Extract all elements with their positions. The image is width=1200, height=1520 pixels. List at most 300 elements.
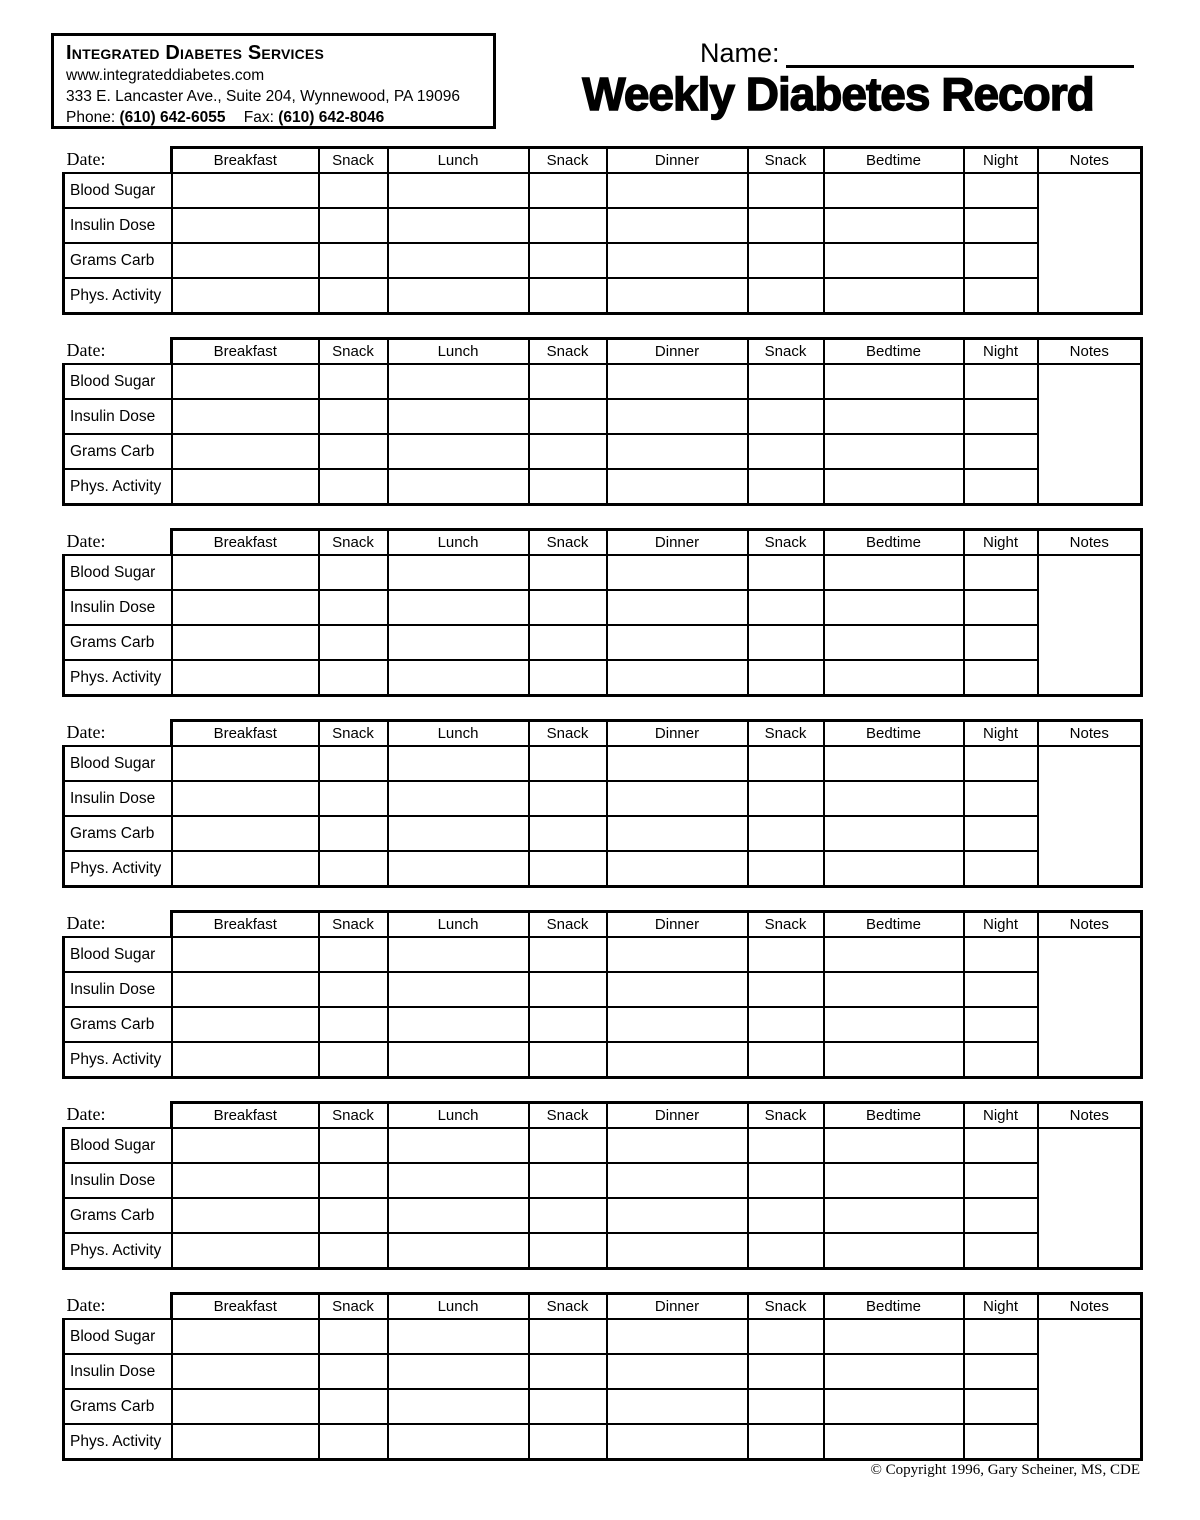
entry-cell[interactable] [319,1424,388,1460]
entry-cell[interactable] [748,1424,824,1460]
entry-cell[interactable] [172,555,319,590]
date-label: Date: [64,1103,172,1129]
row-label-insulin-dose: Insulin Dose [64,781,172,816]
entry-cell[interactable] [172,851,319,887]
page-title: Weekly Diabetes Record [582,68,1094,120]
entry-cell[interactable] [964,781,1038,816]
entry-cell[interactable] [529,1198,607,1233]
entry-cell[interactable] [748,364,824,399]
entry-cell[interactable] [748,1128,824,1163]
entry-cell[interactable] [529,469,607,505]
entry-cell[interactable] [607,746,748,781]
entry-cell[interactable] [607,469,748,505]
entry-cell[interactable] [748,173,824,208]
entry-cell[interactable] [824,1354,964,1389]
row-label-phys-activity: Phys. Activity [64,1042,172,1078]
notes-cell[interactable] [1038,173,1142,314]
column-header-snack-5: Snack [748,721,824,747]
entry-cell[interactable] [964,937,1038,972]
row-label-grams-carb: Grams Carb [64,1198,172,1233]
entry-cell[interactable] [964,816,1038,851]
entry-cell[interactable] [607,1128,748,1163]
row-label-blood-sugar: Blood Sugar [64,937,172,972]
entry-cell[interactable] [388,660,529,696]
entry-cell[interactable] [824,278,964,314]
column-header-bedtime-6: Bedtime [824,912,964,938]
column-header-snack-3: Snack [529,148,607,174]
column-header-lunch-2: Lunch [388,1103,529,1129]
entry-cell[interactable] [964,1233,1038,1269]
entry-cell[interactable] [964,1163,1038,1198]
entry-cell[interactable] [824,469,964,505]
entry-cell[interactable] [964,1354,1038,1389]
entry-cell[interactable] [748,937,824,972]
entry-cell[interactable] [748,781,824,816]
entry-cell[interactable] [607,1424,748,1460]
entry-cell[interactable] [172,781,319,816]
entry-cell[interactable] [388,1389,529,1424]
entry-cell[interactable] [529,1128,607,1163]
entry-cell[interactable] [748,278,824,314]
entry-cell[interactable] [824,746,964,781]
entry-cell[interactable] [319,1354,388,1389]
entry-cell[interactable] [607,555,748,590]
entry-cell[interactable] [319,208,388,243]
entry-cell[interactable] [964,1424,1038,1460]
entry-cell[interactable] [824,590,964,625]
entry-cell[interactable] [964,1007,1038,1042]
entry-cell[interactable] [529,625,607,660]
entry-cell[interactable] [388,816,529,851]
entry-cell[interactable] [529,1163,607,1198]
entry-cell[interactable] [529,278,607,314]
entry-cell[interactable] [964,1128,1038,1163]
weekly-record-blocks [62,146,1140,1506]
column-header-night-7: Night [964,148,1038,174]
row-label-phys-activity: Phys. Activity [64,278,172,314]
entry-cell[interactable] [748,1198,824,1233]
entry-cell[interactable] [748,399,824,434]
entry-cell[interactable] [388,1128,529,1163]
entry-cell[interactable] [319,937,388,972]
week-block-7 [62,1292,1143,1461]
entry-cell[interactable] [319,555,388,590]
entry-cell[interactable] [748,746,824,781]
entry-cell[interactable] [824,937,964,972]
entry-cell[interactable] [607,278,748,314]
entry-cell[interactable] [172,208,319,243]
entry-cell[interactable] [607,1007,748,1042]
entry-cell[interactable] [172,1198,319,1233]
fax-label: Fax: [243,109,274,126]
entry-cell[interactable] [607,1233,748,1269]
row-label-grams-carb: Grams Carb [64,1007,172,1042]
week-block-2 [62,337,1143,506]
column-header-lunch-2: Lunch [388,339,529,365]
column-header-snack-3: Snack [529,1103,607,1129]
entry-cell[interactable] [529,208,607,243]
entry-cell[interactable] [319,469,388,505]
entry-cell[interactable] [172,1424,319,1460]
entry-cell[interactable] [824,434,964,469]
column-header-lunch-2: Lunch [388,148,529,174]
entry-cell[interactable] [172,1389,319,1424]
entry-cell[interactable] [388,746,529,781]
entry-cell[interactable] [748,208,824,243]
entry-cell[interactable] [529,1424,607,1460]
entry-cell[interactable] [388,399,529,434]
entry-cell[interactable] [607,173,748,208]
entry-cell[interactable] [748,625,824,660]
column-header-snack-3: Snack [529,912,607,938]
provider-name: Integrated Diabetes Services [66,42,325,64]
entry-cell[interactable] [964,851,1038,887]
entry-cell[interactable] [824,1424,964,1460]
entry-cell[interactable] [319,1163,388,1198]
entry-cell[interactable] [319,1389,388,1424]
week-block-3 [62,528,1143,697]
entry-cell[interactable] [607,1354,748,1389]
entry-cell[interactable] [607,781,748,816]
entry-cell[interactable] [964,1389,1038,1424]
date-label: Date: [64,148,172,174]
copyright-text: © Copyright 1996, Gary Scheiner, MS, CDE [870,1462,1140,1478]
entry-cell[interactable] [172,243,319,278]
entry-cell[interactable] [172,434,319,469]
entry-cell[interactable] [748,660,824,696]
entry-cell[interactable] [319,243,388,278]
entry-cell[interactable] [388,1319,529,1354]
row-label-phys-activity: Phys. Activity [64,469,172,505]
entry-cell[interactable] [824,364,964,399]
entry-cell[interactable] [172,1007,319,1042]
column-header-dinner-4: Dinner [607,530,748,556]
week-block-1 [62,146,1143,315]
entry-cell[interactable] [388,851,529,887]
entry-cell[interactable] [172,1319,319,1354]
entry-cell[interactable] [607,208,748,243]
entry-cell[interactable] [529,434,607,469]
column-header-bedtime-6: Bedtime [824,148,964,174]
column-header-notes-8: Notes [1038,721,1142,747]
entry-cell[interactable] [172,972,319,1007]
entry-cell[interactable] [388,434,529,469]
entry-cell[interactable] [319,660,388,696]
entry-cell[interactable] [388,278,529,314]
entry-cell[interactable] [964,590,1038,625]
entry-cell[interactable] [388,1007,529,1042]
date-label: Date: [64,530,172,556]
entry-cell[interactable] [529,1354,607,1389]
entry-cell[interactable] [388,173,529,208]
column-header-breakfast-0: Breakfast [172,1294,319,1320]
entry-cell[interactable] [607,434,748,469]
column-header-bedtime-6: Bedtime [824,721,964,747]
entry-cell[interactable] [529,399,607,434]
row-label-blood-sugar: Blood Sugar [64,1128,172,1163]
entry-cell[interactable] [964,364,1038,399]
notes-cell[interactable] [1038,555,1142,696]
date-label: Date: [64,1294,172,1320]
entry-cell[interactable] [964,972,1038,1007]
entry-cell[interactable] [319,1007,388,1042]
entry-cell[interactable] [824,208,964,243]
entry-cell[interactable] [319,364,388,399]
entry-cell[interactable] [964,173,1038,208]
entry-cell[interactable] [824,1233,964,1269]
column-header-snack-1: Snack [319,912,388,938]
provider-info-box [51,33,496,129]
entry-cell[interactable] [172,746,319,781]
entry-cell[interactable] [172,364,319,399]
entry-cell[interactable] [388,555,529,590]
entry-cell[interactable] [748,1007,824,1042]
column-header-bedtime-6: Bedtime [824,339,964,365]
entry-cell[interactable] [748,434,824,469]
entry-cell[interactable] [319,781,388,816]
entry-cell[interactable] [319,746,388,781]
column-header-notes-8: Notes [1038,1103,1142,1129]
entry-cell[interactable] [319,399,388,434]
row-label-insulin-dose: Insulin Dose [64,399,172,434]
row-label-insulin-dose: Insulin Dose [64,208,172,243]
column-header-bedtime-6: Bedtime [824,1103,964,1129]
entry-cell[interactable] [964,1042,1038,1078]
entry-cell[interactable] [748,1042,824,1078]
entry-cell[interactable] [824,1319,964,1354]
entry-cell[interactable] [607,972,748,1007]
entry-cell[interactable] [824,555,964,590]
entry-cell[interactable] [319,816,388,851]
entry-cell[interactable] [388,1163,529,1198]
entry-cell[interactable] [748,1389,824,1424]
entry-cell[interactable] [319,1233,388,1269]
entry-cell[interactable] [319,625,388,660]
notes-cell[interactable] [1038,1319,1142,1460]
entry-cell[interactable] [388,937,529,972]
entry-cell[interactable] [748,1354,824,1389]
entry-cell[interactable] [388,1233,529,1269]
entry-cell[interactable] [824,1042,964,1078]
entry-cell[interactable] [748,972,824,1007]
column-header-breakfast-0: Breakfast [172,912,319,938]
column-header-snack-1: Snack [319,1294,388,1320]
entry-cell[interactable] [964,399,1038,434]
notes-cell[interactable] [1038,937,1142,1078]
entry-cell[interactable] [824,1128,964,1163]
column-header-night-7: Night [964,339,1038,365]
entry-cell[interactable] [172,1233,319,1269]
entry-cell[interactable] [319,1319,388,1354]
column-header-night-7: Night [964,721,1038,747]
entry-cell[interactable] [964,746,1038,781]
entry-cell[interactable] [319,590,388,625]
column-header-snack-3: Snack [529,1294,607,1320]
entry-cell[interactable] [824,1007,964,1042]
column-header-lunch-2: Lunch [388,721,529,747]
entry-cell[interactable] [172,399,319,434]
entry-cell[interactable] [319,434,388,469]
entry-cell[interactable] [319,972,388,1007]
entry-cell[interactable] [607,851,748,887]
entry-cell[interactable] [172,816,319,851]
entry-cell[interactable] [529,781,607,816]
entry-cell[interactable] [748,1233,824,1269]
entry-cell[interactable] [529,851,607,887]
entry-cell[interactable] [172,469,319,505]
entry-cell[interactable] [172,1042,319,1078]
entry-cell[interactable] [529,173,607,208]
entry-cell[interactable] [388,972,529,1007]
entry-cell[interactable] [748,816,824,851]
entry-cell[interactable] [824,243,964,278]
entry-cell[interactable] [748,555,824,590]
entry-cell[interactable] [172,937,319,972]
entry-cell[interactable] [319,851,388,887]
entry-cell[interactable] [529,937,607,972]
row-label-grams-carb: Grams Carb [64,1389,172,1424]
entry-cell[interactable] [964,660,1038,696]
entry-cell[interactable] [964,1198,1038,1233]
row-label-grams-carb: Grams Carb [64,816,172,851]
entry-cell[interactable] [388,781,529,816]
column-header-notes-8: Notes [1038,912,1142,938]
entry-cell[interactable] [748,851,824,887]
entry-cell[interactable] [172,590,319,625]
entry-cell[interactable] [607,816,748,851]
entry-cell[interactable] [607,937,748,972]
entry-cell[interactable] [607,590,748,625]
row-label-blood-sugar: Blood Sugar [64,1319,172,1354]
entry-cell[interactable] [319,1128,388,1163]
entry-cell[interactable] [319,278,388,314]
entry-cell[interactable] [824,1198,964,1233]
column-header-snack-5: Snack [748,1294,824,1320]
entry-cell[interactable] [529,1389,607,1424]
name-input-line[interactable] [786,36,1134,68]
column-header-night-7: Night [964,530,1038,556]
notes-cell[interactable] [1038,746,1142,887]
column-header-snack-5: Snack [748,148,824,174]
entry-cell[interactable] [529,816,607,851]
column-header-night-7: Night [964,1294,1038,1320]
entry-cell[interactable] [607,1163,748,1198]
entry-cell[interactable] [824,972,964,1007]
notes-cell[interactable] [1038,1128,1142,1269]
entry-cell[interactable] [172,625,319,660]
entry-cell[interactable] [319,173,388,208]
entry-cell[interactable] [172,660,319,696]
entry-cell[interactable] [824,625,964,660]
entry-cell[interactable] [964,208,1038,243]
entry-cell[interactable] [319,1042,388,1078]
entry-cell[interactable] [607,1198,748,1233]
entry-cell[interactable] [529,1319,607,1354]
entry-cell[interactable] [748,590,824,625]
entry-cell[interactable] [607,243,748,278]
entry-cell[interactable] [172,173,319,208]
entry-cell[interactable] [529,1007,607,1042]
entry-cell[interactable] [388,1354,529,1389]
column-header-snack-1: Snack [319,1103,388,1129]
entry-cell[interactable] [388,1424,529,1460]
entry-cell[interactable] [529,660,607,696]
entry-cell[interactable] [964,555,1038,590]
entry-cell[interactable] [529,590,607,625]
entry-cell[interactable] [824,1163,964,1198]
entry-cell[interactable] [388,1198,529,1233]
entry-cell[interactable] [607,660,748,696]
entry-cell[interactable] [964,469,1038,505]
entry-cell[interactable] [748,1163,824,1198]
entry-cell[interactable] [172,1354,319,1389]
column-header-breakfast-0: Breakfast [172,1103,319,1129]
column-header-snack-1: Snack [319,148,388,174]
entry-cell[interactable] [824,851,964,887]
entry-cell[interactable] [529,555,607,590]
entry-cell[interactable] [607,1389,748,1424]
entry-cell[interactable] [964,278,1038,314]
entry-cell[interactable] [529,243,607,278]
entry-cell[interactable] [824,660,964,696]
provider-contact [66,107,481,128]
entry-cell[interactable] [748,243,824,278]
entry-cell[interactable] [388,364,529,399]
notes-cell[interactable] [1038,364,1142,505]
entry-cell[interactable] [824,173,964,208]
entry-cell[interactable] [964,434,1038,469]
fax-number: (610) 642-8046 [278,109,385,126]
entry-cell[interactable] [529,1233,607,1269]
entry-cell[interactable] [388,243,529,278]
entry-cell[interactable] [172,278,319,314]
entry-cell[interactable] [529,364,607,399]
entry-cell[interactable] [388,1042,529,1078]
row-label-insulin-dose: Insulin Dose [64,972,172,1007]
entry-cell[interactable] [607,364,748,399]
entry-cell[interactable] [388,590,529,625]
entry-cell[interactable] [748,469,824,505]
entry-cell[interactable] [172,1128,319,1163]
entry-cell[interactable] [964,1319,1038,1354]
entry-cell[interactable] [607,399,748,434]
entry-cell[interactable] [607,1042,748,1078]
entry-cell[interactable] [824,399,964,434]
entry-cell[interactable] [824,781,964,816]
entry-cell[interactable] [529,1042,607,1078]
row-label-grams-carb: Grams Carb [64,243,172,278]
entry-cell[interactable] [824,1389,964,1424]
entry-cell[interactable] [388,208,529,243]
entry-cell[interactable] [529,972,607,1007]
entry-cell[interactable] [964,243,1038,278]
row-label-insulin-dose: Insulin Dose [64,1354,172,1389]
entry-cell[interactable] [319,1198,388,1233]
entry-cell[interactable] [529,746,607,781]
entry-cell[interactable] [172,1163,319,1198]
entry-cell[interactable] [607,1319,748,1354]
entry-cell[interactable] [964,625,1038,660]
entry-cell[interactable] [607,625,748,660]
entry-cell[interactable] [824,816,964,851]
entry-cell[interactable] [388,625,529,660]
column-header-notes-8: Notes [1038,530,1142,556]
entry-cell[interactable] [748,1319,824,1354]
entry-cell[interactable] [388,469,529,505]
column-header-dinner-4: Dinner [607,148,748,174]
column-header-breakfast-0: Breakfast [172,530,319,556]
week-block-4 [62,719,1143,888]
